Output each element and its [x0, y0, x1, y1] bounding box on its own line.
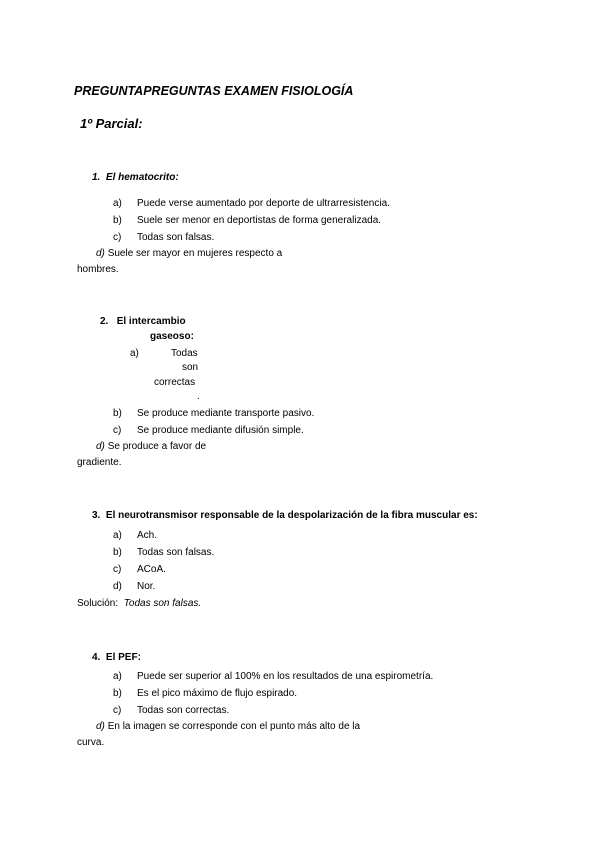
- q3-solution: [77, 598, 201, 609]
- q3-option-d: d) Nor.: [113, 581, 156, 592]
- q2-option-d: d) Se produce a favor de: [96, 441, 207, 452]
- question-2-text: El intercambio: [116, 316, 186, 327]
- q2-option-a-line4: .: [197, 391, 200, 402]
- question-1-heading: [92, 172, 179, 183]
- question-4-number: 4.: [92, 652, 101, 663]
- q2-option-a-line3: correctas: [154, 377, 196, 388]
- q4-option-b: b) Es el pico máximo de flujo espirado.: [113, 688, 298, 699]
- q1-option-d-cont: hombres.: [77, 264, 119, 275]
- q2-option-a-line2: son: [182, 362, 199, 373]
- question-3-number: 3.: [92, 510, 101, 521]
- question-3-heading: [92, 510, 478, 521]
- solution-label: Solución:: [77, 598, 119, 609]
- q2-option-b: b) Se produce mediante transporte pasivo.: [113, 408, 315, 419]
- q3-option-b: b) Todas son falsas.: [113, 547, 215, 558]
- section-subtitle: 1º Parcial:: [80, 116, 143, 131]
- question-4-text: El PEF:: [105, 652, 141, 663]
- q1-option-c: c) Todas son falsas.: [113, 232, 215, 243]
- q2-option-c: c) Se produce mediante difusión simple.: [113, 425, 304, 436]
- q1-option-a: a) Puede verse aumentado por deporte de ultrarresistencia.: [113, 198, 390, 209]
- question-3-text: El neurotransmisor responsable de la despolarización de la fibra muscular es:: [105, 510, 478, 521]
- question-2-heading-cont: gaseoso:: [150, 331, 194, 342]
- q4-option-c: c) Todas son correctas.: [113, 705, 230, 716]
- document-title: PREGUNTAPREGUNTAS EXAMEN FISIOLOGÍA: [74, 84, 354, 98]
- question-2-number: 2.: [100, 316, 109, 327]
- q3-option-a: a) Ach.: [113, 530, 158, 541]
- question-4-heading: [92, 652, 141, 663]
- q4-option-a: a) Puede ser superior al 100% en los resultados de una espirometría.: [113, 671, 434, 682]
- q2-option-a-label: a): [130, 348, 139, 359]
- question-1-text: El hematocrito:: [105, 172, 179, 183]
- question-2-heading: [100, 316, 186, 327]
- q4-option-d: d) En la imagen se corresponde con el punto más alto de la: [96, 721, 361, 732]
- q3-option-c: c) ACoA.: [113, 564, 166, 575]
- q4-option-d-cont: curva.: [77, 737, 105, 748]
- q2-option-d-cont: gradiente.: [77, 457, 122, 468]
- q1-option-d: d) Suele ser mayor en mujeres respecto a: [96, 248, 283, 259]
- q2-option-a-line1: Todas: [171, 348, 198, 359]
- q1-option-b: b) Suele ser menor en deportistas de forma generalizada.: [113, 215, 382, 226]
- question-1-number: 1.: [92, 172, 101, 183]
- solution-value: Todas son falsas.: [123, 598, 202, 609]
